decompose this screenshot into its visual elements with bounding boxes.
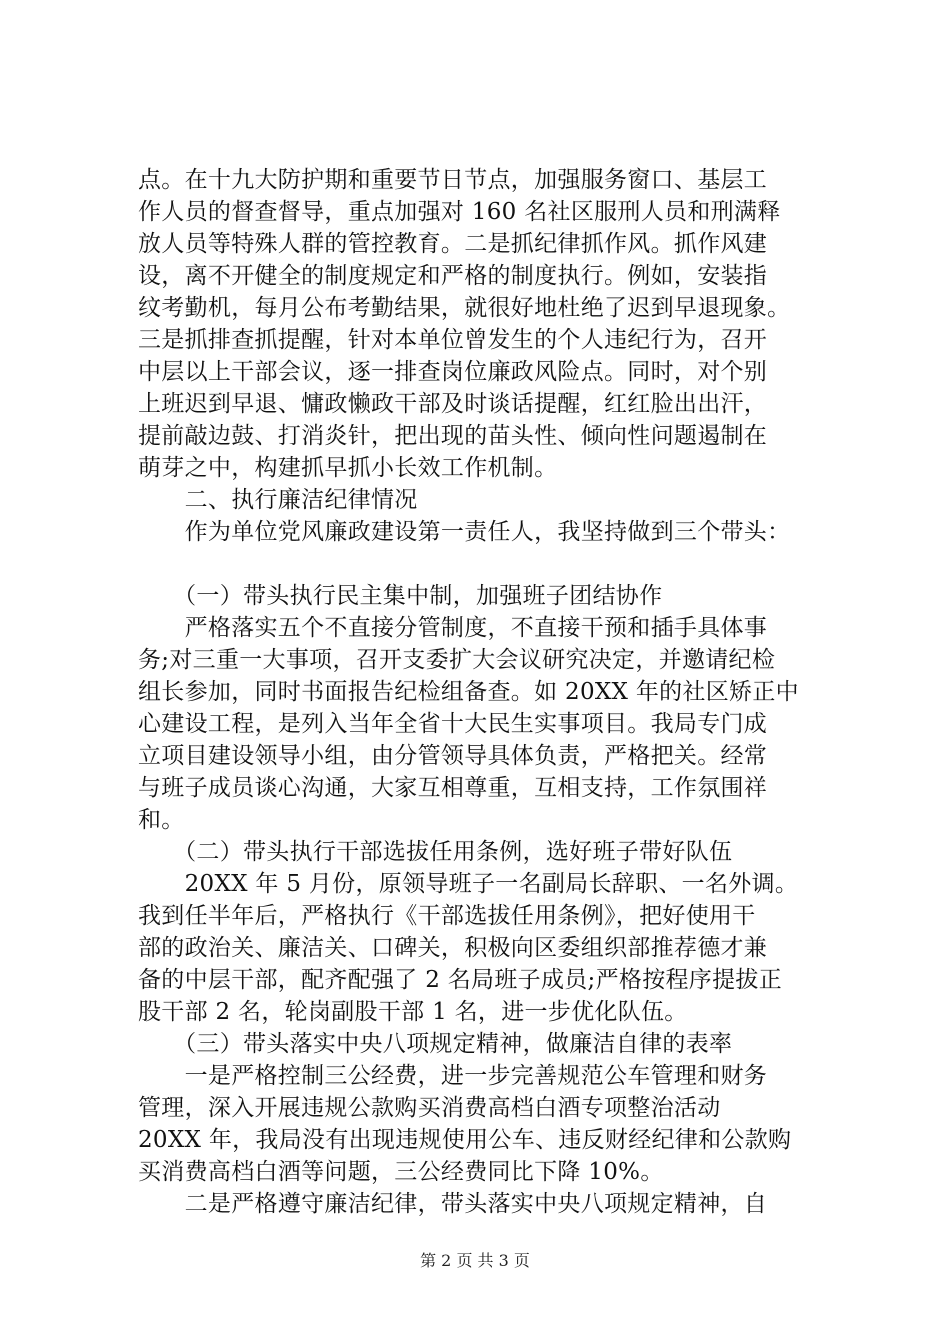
text-line: 放人员等特殊人群的管控教育。二是抓纪律抓作风。抓作风建 [138, 231, 768, 257]
text-line: 提前敲边鼓、打消炎针，把出现的苗头性、倾向性问题遏制在 [138, 423, 768, 449]
text-line: 20XX 年 5 月份，原领导班子一名副局长辞职、一名外调。 [138, 871, 799, 897]
text-line: 心建设工程，是列入当年全省十大民生实事项目。我局专门成 [138, 711, 768, 737]
text-line: 点。在十九大防护期和重要节日节点，加强服务窗口、基层工 [138, 167, 768, 193]
text-line: 务;对三重一大事项，召开支委扩大会议研究决定，并邀请纪检 [138, 647, 776, 673]
text-line: 一是严格控制三公经费，进一步完善规范公车管理和财务 [138, 1063, 768, 1089]
text-line: 上班迟到早退、慵政懒政干部及时谈话提醒，红红脸出出汗， [138, 391, 768, 417]
text-line: 和。 [138, 807, 185, 833]
text-line: 20XX 年，我局没有出现违规使用公车、违反财经纪律和公款购 [138, 1127, 792, 1153]
text-line: 备的中层干部，配齐配强了 2 名局班子成员;严格按程序提拔正 [138, 967, 783, 993]
text-line: 我到任半年后，严格执行《干部选拔任用条例》，把好使用干 [138, 903, 756, 929]
text-line: 管理，深入开展违规公款购买消费高档白酒专项整治活动 [138, 1095, 721, 1121]
text-line: 作为单位党风廉政建设第一责任人，我坚持做到三个带头： [138, 519, 791, 545]
text-line: 股干部 2 名，轮岗副股干部 1 名，进一步优化队伍。 [138, 999, 688, 1025]
text-line: 立项目建设领导小组，由分管领导具体负责，严格把关。经常 [138, 743, 768, 769]
text-line: 萌芽之中，构建抓早抓小长效工作机制。 [138, 455, 558, 481]
text-line: （三）带头落实中央八项规定精神，做廉洁自律的表率 [138, 1031, 733, 1057]
text-line: 组长参加，同时书面报告纪检组备查。如 20XX 年的社区矫正中 [138, 679, 799, 705]
text-line: 设，离不开健全的制度规定和严格的制度执行。例如，安装指 [138, 263, 768, 289]
text-line: 三是抓排查抓提醒，针对本单位曾发生的个人违纪行为，召开 [138, 327, 768, 353]
text-line: 中层以上干部会议，逐一排查岗位廉政风险点。同时，对个别 [138, 359, 768, 385]
page-footer: 第 2 页 共 3 页 [420, 1251, 530, 1270]
text-line: 与班子成员谈心沟通，大家互相尊重，互相支持，工作氛围祥 [138, 775, 768, 801]
text-line: （二）带头执行干部选拔任用条例，选好班子带好队伍 [138, 839, 733, 865]
text-line: 部的政治关、廉洁关、口碑关，积极向区委组织部推荐德才兼 [138, 935, 768, 961]
text-line: 作人员的督查督导，重点加强对 160 名社区服刑人员和刑满释 [138, 199, 781, 225]
text-line: （一）带头执行民主集中制，加强班子团结协作 [138, 583, 663, 609]
text-line: 二、执行廉洁纪律情况 [138, 487, 418, 513]
document-body [138, 164, 838, 1220]
text-line: 纹考勤机，每月公布考勤结果，就很好地杜绝了迟到早退现象。 [138, 295, 791, 321]
text-line: 严格落实五个不直接分管制度，不直接干预和插手具体事 [138, 615, 768, 641]
text-line: 二是严格遵守廉洁纪律，带头落实中央八项规定精神，自 [138, 1191, 768, 1217]
text-line [138, 548, 838, 580]
text-line: 买消费高档白酒等问题，三公经费同比下降 10%。 [138, 1159, 664, 1185]
